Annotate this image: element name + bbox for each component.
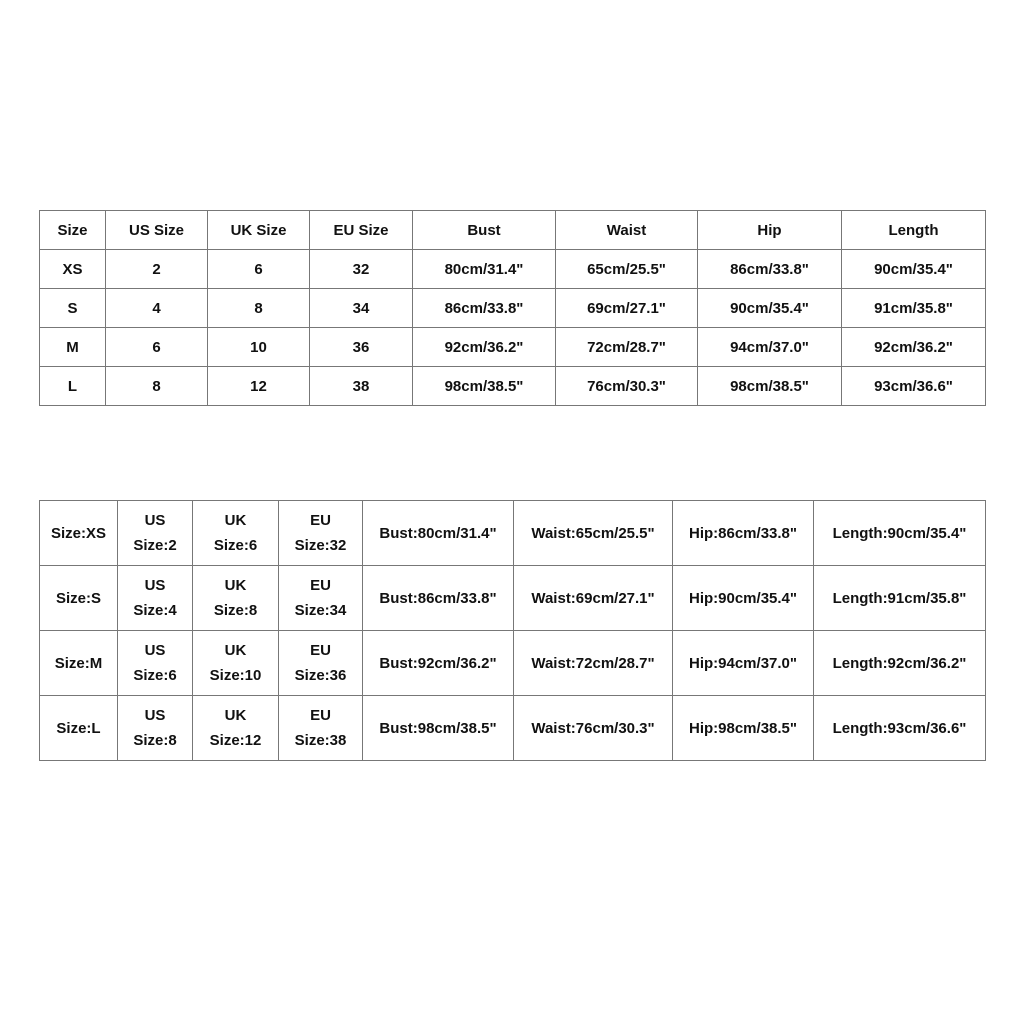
cell-uk-size [193, 696, 279, 761]
header-hip: Hip [698, 211, 842, 250]
cell-line: Waist:69cm/27.1" [531, 589, 655, 607]
cell-line: Hip:86cm/33.8" [689, 524, 797, 542]
cell-line: Size:32 [294, 537, 347, 554]
size-chart-table-2 [39, 500, 986, 761]
header-bust: Bust [413, 211, 556, 250]
cell-line: UK [224, 642, 247, 659]
cell-line: US [144, 512, 166, 529]
cell-us-size [118, 696, 193, 761]
cell-bust [363, 631, 514, 696]
header-uk-size: UK Size [208, 211, 310, 250]
table-row [40, 250, 986, 289]
table-1-header-row [40, 211, 986, 250]
table-row [40, 501, 986, 566]
cell-line: UK [224, 707, 247, 724]
cell-line: Length:93cm/36.6" [832, 719, 967, 737]
cell-uk-size: 6 [208, 250, 310, 289]
cell-line: Bust:80cm/31.4" [379, 524, 497, 542]
cell-us-size [118, 501, 193, 566]
cell-us-size: 4 [106, 289, 208, 328]
cell-line: Length:90cm/35.4" [832, 524, 967, 542]
cell-size [40, 631, 118, 696]
cell-eu-size: 32 [310, 250, 413, 289]
cell-line: EU [310, 512, 331, 529]
table-row [40, 566, 986, 631]
cell-line: UK [224, 512, 247, 529]
cell-line: Bust:86cm/33.8" [379, 589, 497, 607]
cell-waist [514, 631, 673, 696]
cell-uk-size: 8 [208, 289, 310, 328]
cell-line: Waist:72cm/28.7" [531, 654, 655, 672]
header-waist: Waist [556, 211, 698, 250]
cell-line: Bust:98cm/38.5" [379, 719, 497, 737]
cell-line: US [144, 577, 166, 594]
cell-eu-size: 34 [310, 289, 413, 328]
cell-line: Waist:76cm/30.3" [531, 719, 655, 737]
cell-eu-size: 38 [310, 367, 413, 406]
cell-us-size: 2 [106, 250, 208, 289]
cell-length: 90cm/35.4" [842, 250, 986, 289]
cell-us-size: 8 [106, 367, 208, 406]
cell-hip: 86cm/33.8" [698, 250, 842, 289]
cell-us-size [118, 631, 193, 696]
cell-line: EU [310, 577, 331, 594]
cell-hip: 90cm/35.4" [698, 289, 842, 328]
cell-line: Hip:98cm/38.5" [689, 719, 797, 737]
cell-line: EU [310, 707, 331, 724]
cell-line: Size:L [56, 719, 101, 737]
cell-us-size [118, 566, 193, 631]
cell-hip [673, 631, 814, 696]
cell-bust [363, 566, 514, 631]
cell-line: Size:M [54, 654, 103, 672]
cell-waist: 65cm/25.5" [556, 250, 698, 289]
cell-bust: 80cm/31.4" [413, 250, 556, 289]
cell-length: 93cm/36.6" [842, 367, 986, 406]
cell-size: S [40, 289, 106, 328]
cell-bust [363, 501, 514, 566]
cell-uk-size [193, 501, 279, 566]
cell-eu-size: 36 [310, 328, 413, 367]
cell-size [40, 696, 118, 761]
cell-eu-size [279, 566, 363, 631]
cell-line: Length:92cm/36.2" [832, 654, 967, 672]
cell-size: L [40, 367, 106, 406]
cell-line: Hip:94cm/37.0" [689, 654, 797, 672]
cell-line: Bust:92cm/36.2" [379, 654, 497, 672]
cell-eu-size [279, 631, 363, 696]
cell-bust: 86cm/33.8" [413, 289, 556, 328]
cell-length [814, 501, 986, 566]
cell-uk-size [193, 631, 279, 696]
table-row [40, 289, 986, 328]
cell-waist [514, 696, 673, 761]
cell-line: Size:8 [213, 602, 258, 619]
cell-line: Size:XS [50, 524, 107, 542]
cell-line: Size:12 [209, 732, 262, 749]
header-size: Size [40, 211, 106, 250]
cell-uk-size [193, 566, 279, 631]
table-row [40, 631, 986, 696]
table-row [40, 696, 986, 761]
cell-us-size: 6 [106, 328, 208, 367]
cell-hip [673, 501, 814, 566]
cell-hip: 94cm/37.0" [698, 328, 842, 367]
header-us-size: US Size [106, 211, 208, 250]
cell-line: Size:4 [133, 602, 177, 619]
cell-line: UK [224, 577, 247, 594]
cell-bust: 92cm/36.2" [413, 328, 556, 367]
cell-line: Size:8 [133, 732, 177, 749]
cell-eu-size [279, 501, 363, 566]
cell-line: Size:6 [133, 667, 177, 684]
header-length: Length [842, 211, 986, 250]
cell-line: Size:S [55, 589, 101, 607]
cell-size: M [40, 328, 106, 367]
cell-waist: 76cm/30.3" [556, 367, 698, 406]
table-row [40, 367, 986, 406]
cell-line: Size:2 [133, 537, 177, 554]
cell-line: Size:6 [213, 537, 258, 554]
cell-line: Size:34 [294, 602, 347, 619]
cell-line: Hip:90cm/35.4" [689, 589, 797, 607]
cell-line: EU [310, 642, 331, 659]
cell-size: XS [40, 250, 106, 289]
cell-bust [363, 696, 514, 761]
cell-waist [514, 501, 673, 566]
cell-uk-size: 12 [208, 367, 310, 406]
table-row [40, 328, 986, 367]
cell-waist [514, 566, 673, 631]
cell-length [814, 696, 986, 761]
cell-waist: 69cm/27.1" [556, 289, 698, 328]
cell-line: Waist:65cm/25.5" [531, 524, 655, 542]
cell-waist: 72cm/28.7" [556, 328, 698, 367]
cell-hip [673, 696, 814, 761]
size-chart-table-1 [39, 210, 986, 406]
cell-line: Size:10 [209, 667, 262, 684]
cell-eu-size [279, 696, 363, 761]
cell-hip: 98cm/38.5" [698, 367, 842, 406]
cell-hip [673, 566, 814, 631]
cell-line: US [144, 642, 166, 659]
header-eu-size: EU Size [310, 211, 413, 250]
cell-length [814, 566, 986, 631]
cell-bust: 98cm/38.5" [413, 367, 556, 406]
cell-uk-size: 10 [208, 328, 310, 367]
cell-line: US [144, 707, 166, 724]
cell-line: Size:36 [294, 667, 347, 684]
cell-length: 92cm/36.2" [842, 328, 986, 367]
cell-size [40, 566, 118, 631]
cell-line: Length:91cm/35.8" [832, 589, 967, 607]
cell-length: 91cm/35.8" [842, 289, 986, 328]
cell-length [814, 631, 986, 696]
cell-size [40, 501, 118, 566]
cell-line: Size:38 [294, 732, 347, 749]
